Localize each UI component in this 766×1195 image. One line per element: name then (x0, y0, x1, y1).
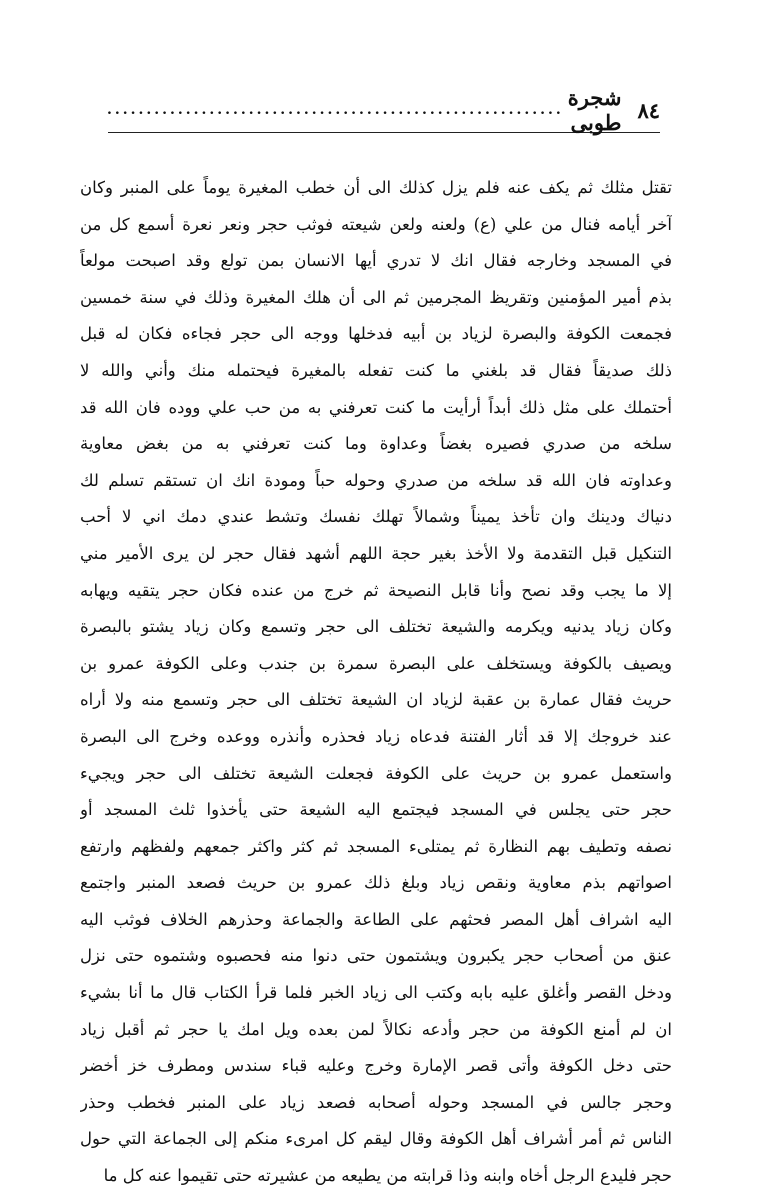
text-line: ويصيف بالكوفة ويستخلف على البصرة سمرة بن جندب وعلى الكوفة عمرو بن (80, 653, 672, 673)
text-line: إلا ما يجب وقد نصح وأنا قابل النصيحة ثم خرج من عنده فكان حجر يتقيه ويهابه (80, 580, 672, 600)
body-text (80, 170, 672, 1195)
text-line: حتى دخل الكوفة وأتى قصر الإمارة وخرج وعليه قباء سندس ومطرف خز أخضر (80, 1056, 672, 1076)
book-title: شجرة طوبى (567, 85, 622, 135)
text-line: واستعمل عمرو بن حريث على الكوفة فجعلت الشيعة تختلف الى حجر ويجيء (80, 763, 672, 783)
text-line: الناس ثم أمر أشراف أهل الكوفة وقال ليقم كل امرىء منكم إلى الجماعة التي حول (80, 1129, 672, 1149)
text-line: في المسجد وخارجه فقال انك لا تدري أيها الانسان بمن تولع وقد اصبحت مولعاً (80, 251, 672, 271)
text-line: أحتملك على مثل ذلك أبداً أرأيت ما كنت تعرفني به من حب علي ووده فان الله قد (80, 397, 672, 417)
text-line: حجر فليدع الرجل أخاه وابنه وذا قرابته من يطيعه من عشيرته حتى تقيموا عنه كل ما (103, 1166, 672, 1186)
text-line: التنكيل قبل التقدمة ولا الأخذ بغير حجة اللهم أشهد فقال حجر لن يرى الأمير مني (80, 543, 672, 563)
text-line: اصواتهم بذم معاوية ونقص زياد وبلغ ذلك عمرو بن حريث فصعد المنبر واجتمع (80, 873, 672, 893)
text-line: بذم أمير المؤمنين وتقريظ المجرمين ثم الى أن هلك المغيرة وذلك في سنة خمسين (80, 287, 672, 307)
text-line: حريث فقال عمارة بن عقبة لزياد ان الشيعة تختلف الى حجر وتسمع منه ولا أراه (80, 690, 672, 710)
text-line: وكان زياد يدنيه ويكرمه والشيعة تختلف الى حجر وتسمع وكان زياد يشتو بالبصرة (80, 617, 672, 637)
text-line: تقتل مثلك ثم يكف عنه فلم يزل كذلك الى أن خطب المغيرة يوماً على المنبر وكان (80, 178, 672, 197)
text-line: عند خروجك إلا قد أثار الفتنة فدعاه زياد فحذره وأنذره ووعده وخرج الى البصرة (80, 726, 672, 746)
text-line: ودخل القصر وأغلق عليه بابه وكتب الى زياد الخبر فلما قرأ الكتاب قال ما أنا بشيء (80, 983, 672, 1003)
text-line: اليه اشراف أهل المصر فحثهم على الطاعة والجماعة وحذرهم الخلاف فوثب اليه (80, 909, 672, 929)
text-line: وحجر جالس في المسجد وحوله أصحابه فصعد زياد على المنبر فخطب وحذر (80, 1092, 672, 1112)
text-line: وعداوته فان الله قد سلخه من صدري وحوله حباً ومودة انك ان تستقم تسلم لك (80, 470, 672, 490)
page-number: ٨٤ (637, 97, 660, 123)
text-line: ان لم أمنع الكوفة من حجر وأدعه نكالاً لمن بعده ويل امك يا حجر ثم أقبل زياد (80, 1019, 672, 1039)
text-line: عنق من أصحاب حجر يكبرون ويشتمون حتى دنوا منه فحصبوه وشتموه حتى نزل (80, 946, 672, 966)
text-line: حجر حتى يجلس في المسجد فيجتمع اليه الشيعة حتى يأخذوا ثلث المسجد أو (80, 800, 672, 820)
text-line: آخر أيامه فنال من علي (ع) ولعنه ولعن شيعته فوثب حجر ونعر نعرة أسمع كل من (80, 214, 672, 234)
text-line: نصفه وتطيف بهم النظارة ثم يمتلىء المسجد ثم كثر واكثر جمعهم ولفظهم وارتفع (80, 836, 672, 856)
text-line: ذلك صديقاً فقال قد بلغني ما كنت تفعله بالمغيرة فيحتمله منك وأني والله لا (80, 360, 672, 380)
header-dot-leader: .......................................................... (107, 102, 564, 118)
text-line: دنياك ودينك وان تأخذ يميناً وشمالاً تهلك نفسك وتشط عندي دمك اني لا أحب (80, 507, 672, 527)
text-line: سلخه من صدري فصيره بغضاً وعداوة وما كنت تعرفني به من بغض معاوية (80, 434, 672, 454)
page-header (107, 85, 660, 135)
text-line: فجمعت الكوفة والبصرة لزياد بن أبيه فدخلها ووجه الى حجر فجاءه فكان له قبل (80, 324, 672, 344)
